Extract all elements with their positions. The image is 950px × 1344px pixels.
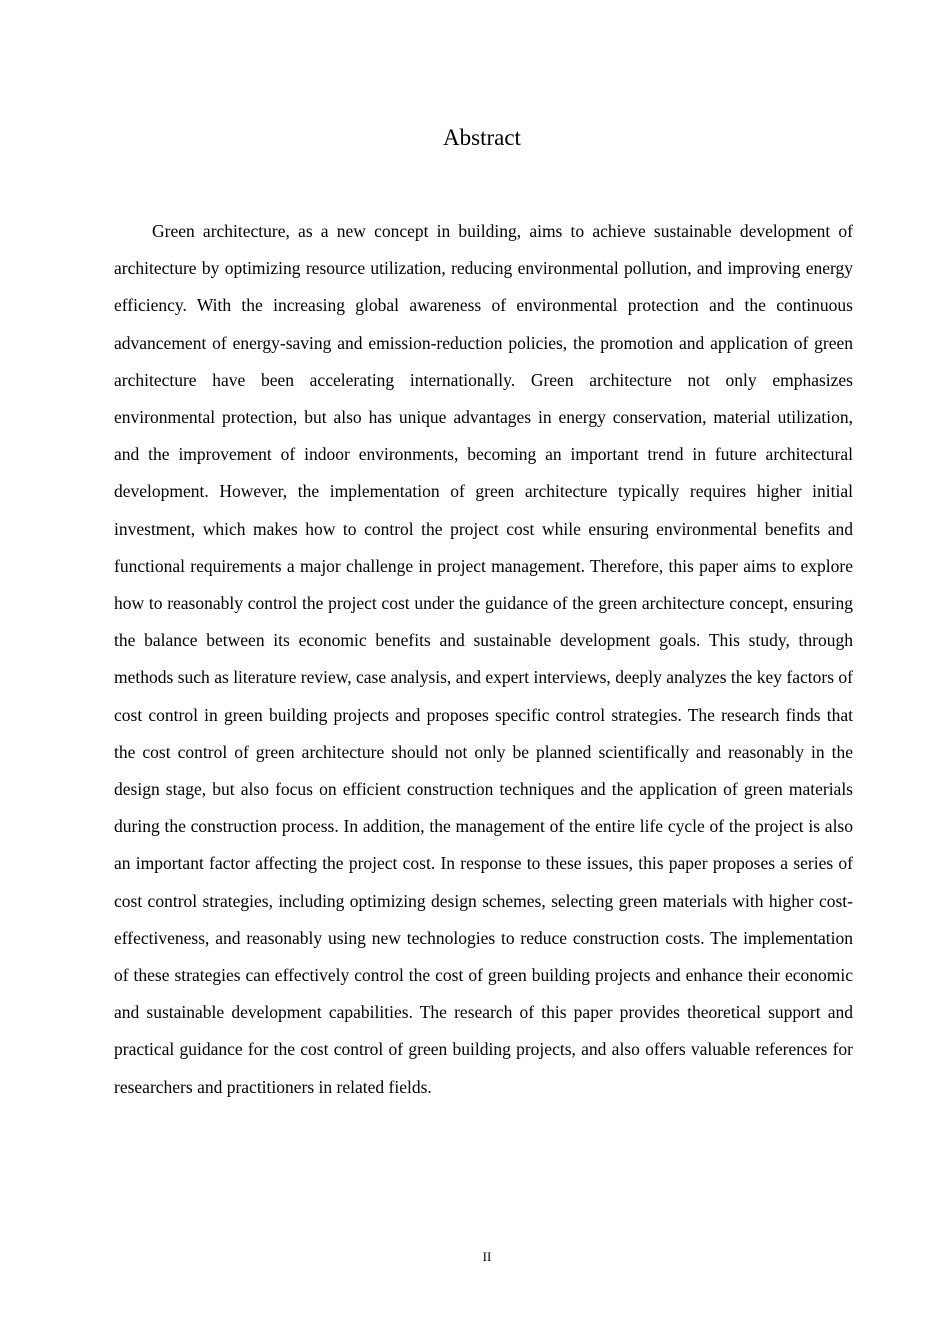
- abstract-paragraph: Green architecture, as a new concept in building, aims to achieve sustainable development of architecture by optimizing resource utilization, reducing environmental pollution, and improving energy efficiency. With the increasing global awareness of environmental protection and the continuous advancement of energy-saving and emission-reduction policies, the promotion and application of green architecture have been accelerating internationally. Green architecture not only emphasizes environmental protection, but also has unique advantages in energy conservation, material utilization, and the improvement of indoor environments, becoming an important trend in future architectural development. However, the implementation of green architecture typically requires higher initial investment, which makes how to control the project cost while ensuring environmental benefits and functional requirements a major challenge in project management. Therefore, this paper aims to explore how to reasonably control the project cost under the guidance of the green architecture concept, ensuring the balance between its economic benefits and sustainable development goals. This study, through methods such as literature review, case analysis, and expert interviews, deeply analyzes the key factors of cost control in green building projects and proposes specific control strategies. The research finds that the cost control of green architecture should not only be planned scientifically and reasonably in the design stage, but also focus on efficient construction techniques and the application of green materials during the construction process. In addition, the management of the entire life cycle of the project is also an important factor affecting the project cost. In response to these issues, this paper proposes a series of cost control strategies, including optimizing design schemes, selecting green materials with higher cost-effectiveness, and reasonably using new technologies to reduce construction costs. The implementation of these strategies can effectively control the cost of green building projects and enhance their economic and sustainable development capabilities. The research of this paper provides theoretical support and practical guidance for the cost control of green building projects, and also offers valuable references for researchers and practitioners in related fields.: [114, 221, 853, 1097]
- page-number: II: [482, 1249, 492, 1264]
- page-title: Abstract: [443, 125, 521, 150]
